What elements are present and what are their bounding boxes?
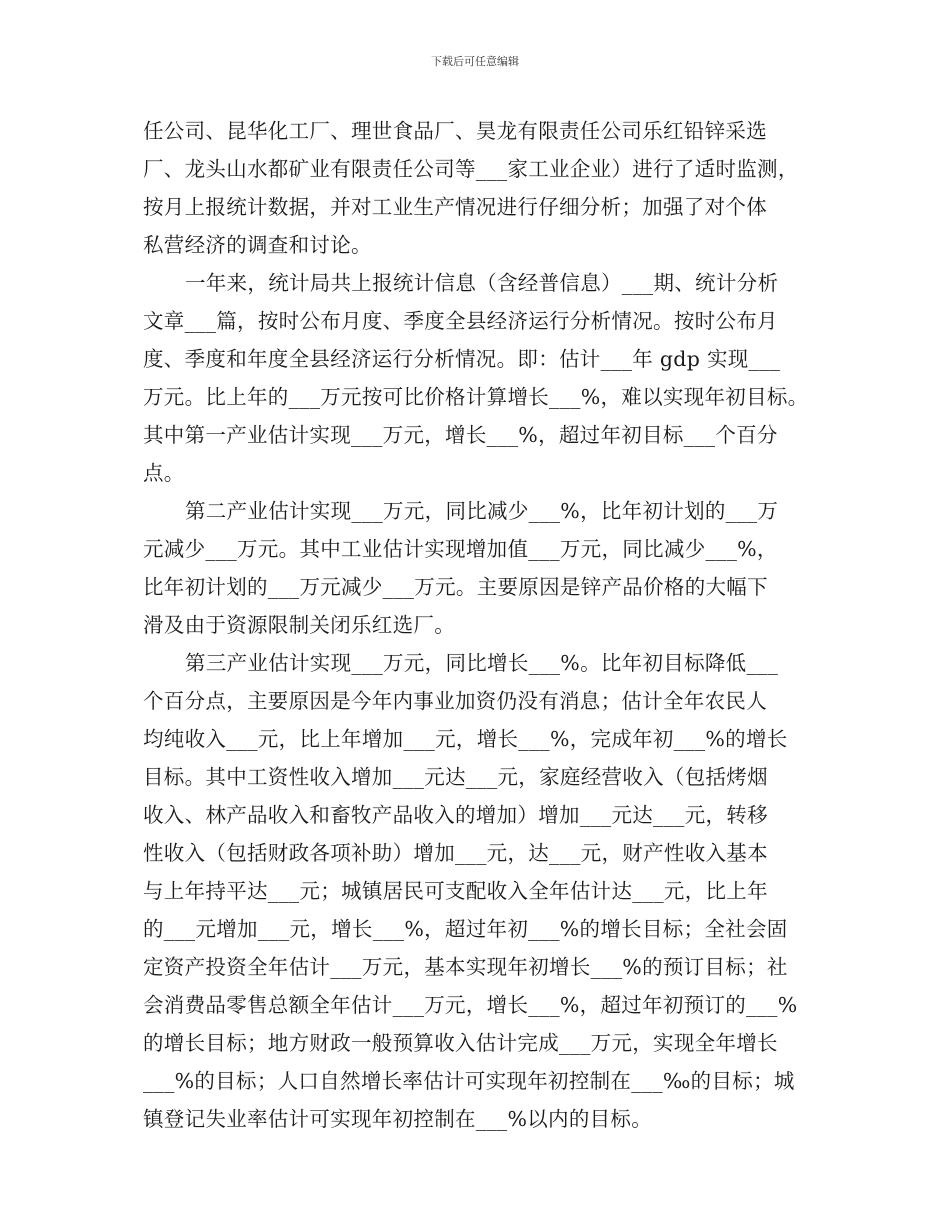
text-line: 滑及由于资源限制关闭乐红选厂。: [143, 613, 455, 637]
text-line: 收入、林产品收入和畜牧产品收入的增加）增加___元达___元，转移: [143, 803, 768, 827]
text-line: 其中第一产业估计实现___万元，增长___%，超过年初目标___个百分: [143, 423, 778, 447]
text-line: 点。: [143, 461, 185, 485]
text-line: 厂、龙头山水都矿业有限责任公司等___家工业企业）进行了适时监测，: [143, 157, 799, 181]
text-line: 任公司、昆华化工厂、理世食品厂、昊龙有限责任公司乐红铅锌采选: [143, 119, 767, 143]
text-line: 度、季度和年度全县经济运行分析情况。即：估计___年 gdp 实现___: [143, 347, 781, 371]
text-line: 万元。比上年的___万元按可比价格计算增长___%，难以实现年初目标。: [143, 385, 809, 409]
text-line: 定资产投资全年估计___万元，基本实现年初增长___%的预订目标；社: [143, 955, 788, 979]
text-line: 的增长目标；地方财政一般预算收入估计完成___万元，实现全年增长: [143, 1031, 778, 1055]
text-line: 的___元增加___元，增长___%，超过年初___%的增长目标；全社会固: [143, 917, 788, 941]
text-line: 镇登记失业率估计可实现年初控制在___%以内的目标。: [143, 1107, 653, 1131]
text-line: 会消费品零售总额全年估计___万元，增长___%，超过年初预订的___%: [143, 993, 798, 1017]
text-line: 文章___篇，按时公布月度、季度全县经济运行分析情况。按时公布月: [143, 309, 778, 333]
paragraph-start-line: 第二产业估计实现___万元，同比减少___%，比年初计划的___万: [185, 499, 779, 523]
text-line: 按月上报统计数据，并对工业生产情况进行仔细分析；加强了对个体: [143, 195, 767, 219]
paragraph-start-line: 第三产业估计实现___万元，同比增长___%。比年初目标降低___: [185, 651, 779, 675]
text-line: 与上年持平达___元；城镇居民可支配收入全年估计达___元，比上年: [143, 879, 768, 903]
document-body: [143, 112, 815, 1138]
text-line: 性收入（包括财政各项补助）增加___元，达___元，财产性收入基本: [143, 841, 768, 865]
paragraph-start-line: 一年来，统计局共上报统计信息（含经普信息）___期、统计分析: [185, 271, 779, 295]
text-line: 个百分点，主要原因是今年内事业加资仍没有消息；估计全年农民人: [143, 689, 767, 713]
text-line: ___%的目标；人口自然增长率估计可实现年初控制在___‰的目标；城: [143, 1069, 795, 1093]
page-header: 下载后可任意编辑: [431, 55, 519, 68]
text-line: 均纯收入___元，比上年增加___元，增长___%，完成年初___%的增长: [143, 727, 788, 751]
text-line: 私营经济的调查和讨论。: [143, 233, 372, 257]
text-line: 元减少___万元。其中工业估计实现增加值___万元，同比减少___%，: [143, 537, 778, 561]
text-line: 比年初计划的___万元减少___万元。主要原因是锌产品价格的大幅下: [143, 575, 768, 599]
text-line: 目标。其中工资性收入增加___元达___元，家庭经营收入（包括烤烟: [143, 765, 768, 789]
